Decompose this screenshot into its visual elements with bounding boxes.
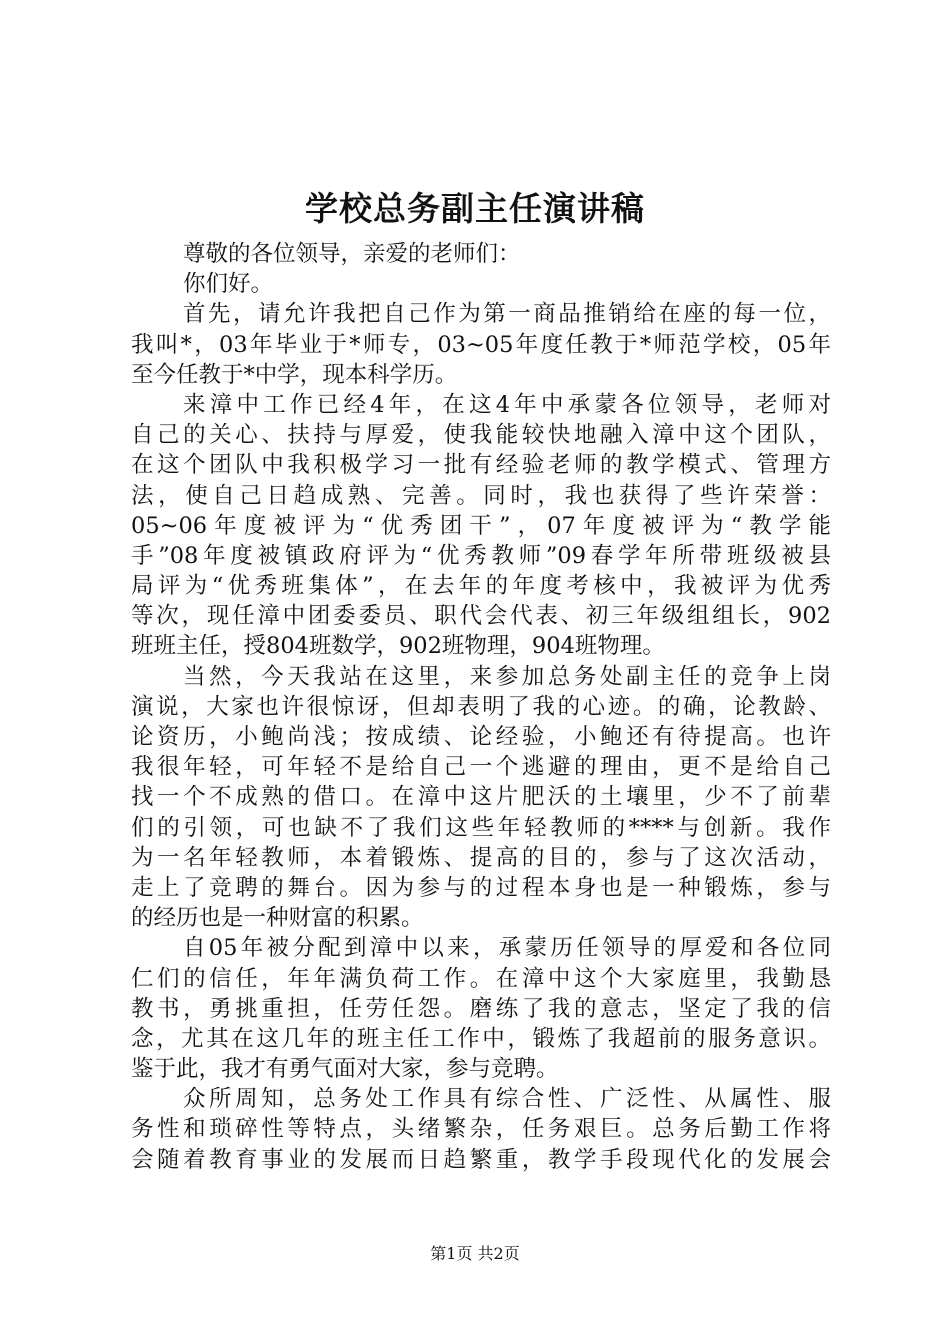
text-line: 论资历，小鲍尚浅；按成绩、论经验，小鲍还有待提高。也许 — [131, 724, 831, 750]
text-line: 自05年被分配到漳中以来，承蒙历任领导的厚爱和各位同 — [183, 935, 831, 962]
text-line: 务性和琐碎性等特点，头绪繁杂，任务艰巨。总务后勤工作将 — [131, 1116, 831, 1143]
text-line: 05~06年度被评为“优秀团干”，07年度被评为“教学能 — [131, 512, 831, 539]
text-line: 念，尤其在这几年的班主任工作中，锻炼了我超前的服务意识。 — [131, 1025, 831, 1052]
text-line: 我很年轻，可年轻不是给自己一个逃避的理由，更不是给自己 — [131, 754, 831, 781]
text-line: 为一名年轻教师，本着锻炼、提高的目的，参与了这次活动， — [131, 844, 831, 871]
text-line: 会随着教育事业的发展而日趋繁重，教学手段现代化的发展会 — [131, 1146, 831, 1173]
document-title: 学校总务副主任演讲稿 — [305, 189, 645, 228]
text-line: 等次，现任漳中团委委员、职代会代表、初三年级组组长，902 — [131, 603, 831, 630]
text-line: 们的引领，可也缺不了我们这些年轻教师的****与创新。我作 — [131, 814, 831, 841]
text-line: 尊敬的各位领导，亲爱的老师们： — [183, 241, 521, 267]
document-body — [131, 239, 831, 1175]
text-line: 教书，勇挑重担，任劳任怨。磨练了我的意志，坚定了我的信 — [131, 995, 831, 1022]
text-line: 当然，今天我站在这里，来参加总务处副主任的竞争上岗 — [183, 663, 831, 690]
text-line: 众所周知，总务处工作具有综合性、广泛性、从属性、服 — [183, 1086, 831, 1113]
text-line: 你们好。 — [183, 271, 274, 298]
text-line: 来漳中工作已经4年，在这4年中承蒙各位领导，老师对 — [183, 391, 831, 418]
text-line: 走上了竞聘的舞台。因为参与的过程本身也是一种锻炼，参与 — [131, 874, 831, 901]
text-line: 在这个团队中我积极学习一批有经验老师的教学模式、管理方 — [131, 452, 831, 479]
text-line: 仁们的信任，年年满负荷工作。在漳中这个大家庭里，我勤恳 — [131, 965, 831, 992]
text-line: 的经历也是一种财富的积累。 — [131, 905, 424, 932]
text-line: 鉴于此，我才有勇气面对大家，参与竞聘。 — [131, 1056, 559, 1083]
text-line: 至今任教于*中学，现本科学历。 — [131, 361, 458, 388]
text-line: 自己的关心、扶持与厚爱，使我能较快地融入漳中这个团队， — [131, 422, 831, 449]
text-line: 我叫*，03年毕业于*师专，03~05年度任教于*师范学校，05年 — [131, 331, 831, 358]
text-line: 找一个不成熟的借口。在漳中这片肥沃的土壤里，少不了前辈 — [131, 784, 831, 811]
text-line: 班班主任，授804班数学，902班物理，904班物理。 — [131, 633, 665, 660]
text-line: 法，使自己日趋成熟、完善。同时，我也获得了些许荣誉： — [131, 482, 831, 509]
text-line: 首先，请允许我把自己作为第一商品推销给在座的每一位， — [183, 301, 831, 328]
text-line: 手”08年度被镇政府评为“优秀教师”09春学年所带班级被县 — [131, 542, 831, 569]
page-footer: 第1页 共2页 — [430, 1244, 520, 1263]
text-line: 演说，大家也许很惊讶，但却表明了我的心迹。的确，论教龄、 — [131, 693, 831, 720]
text-line: 局评为“优秀班集体”，在去年的年度考核中，我被评为优秀 — [131, 573, 831, 600]
